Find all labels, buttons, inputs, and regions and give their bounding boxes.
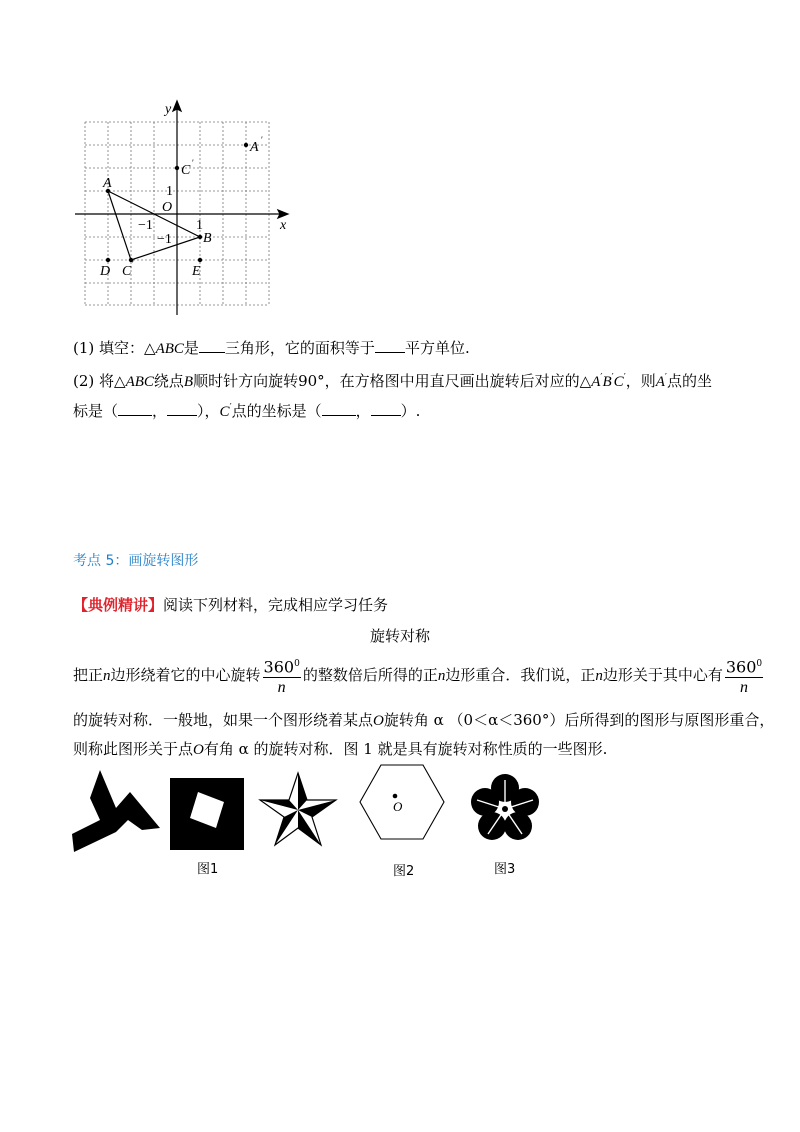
point-a-prime-label: A (250, 140, 259, 155)
flower-figure (468, 772, 542, 844)
q2-mid2: 顺时针方向旋转90°，在方格图中用直尺画出旋转后对应的△ (193, 372, 592, 390)
frac1-num: 360 (263, 657, 295, 677)
point-e-label: E (192, 264, 201, 279)
hexagon-figure (357, 763, 447, 841)
frac1-sup: 0 (294, 659, 300, 669)
triangle-abc (108, 191, 200, 260)
q2-b-prime: ′ (611, 373, 614, 383)
example-paragraph-line-1 (73, 654, 765, 698)
y-neg-one-label: −1 (157, 232, 172, 247)
example-paragraph-line-3 (73, 739, 607, 760)
p2-o: O (373, 713, 384, 729)
p3-b: 有角 α 的旋转对称．图 1 就是具有旋转对称性质的一些图形. (203, 740, 608, 758)
y-axis-label: y (165, 102, 172, 117)
q1-abc: ABC (155, 341, 184, 357)
q2-a-prime: ′ (600, 373, 603, 383)
q2-blank-a-x[interactable] (118, 401, 152, 416)
hexagon-center-label: O (393, 799, 403, 814)
q2-comma-1: ， (152, 402, 168, 420)
p3-a: 则称此图形关于点 (73, 740, 194, 758)
p1-d: 边形重合．我们说，正 (445, 666, 596, 685)
point-c-prime-mark: ′ (192, 158, 194, 168)
figure-caption-1: 图1 (197, 862, 219, 877)
square-rotated-figure (168, 776, 246, 852)
coordinate-grid-figure (60, 95, 300, 320)
q2-a2-prime: ′ (664, 373, 667, 383)
q2-abc: ABC (125, 374, 154, 390)
q2-c: C (613, 374, 624, 390)
q2-blank-c-y[interactable] (371, 401, 401, 416)
fraction-360-over-n-2 (725, 654, 763, 698)
q2-prefix: (2) 将△ (73, 372, 126, 390)
q2-line2-prefix: 标是（ (73, 402, 119, 420)
question-1 (73, 338, 470, 359)
q1-blank-area[interactable] (375, 338, 405, 353)
question-2-line-1 (73, 368, 712, 392)
frac1-den: n (277, 679, 286, 697)
point-d-label: D (100, 264, 111, 279)
pinwheel-figure (70, 768, 162, 856)
q2-comma-2: ， (355, 402, 371, 420)
q2-c2-prime: ′ (229, 403, 232, 413)
section-title: 考点 5：画旋转图形 (73, 553, 199, 569)
p2-a: 的旋转对称．一般地，如果一个图形绕着某点 (73, 711, 374, 729)
example-tag: 【典例精讲】 (73, 596, 164, 614)
q2-mid1: 绕点 (153, 372, 184, 390)
q2-line2-end: ）. (400, 402, 421, 420)
question-2-line-2 (73, 398, 420, 422)
q2-mid3: ，则 (625, 372, 656, 390)
q1-blank-type[interactable] (199, 338, 225, 353)
point-b-label: B (203, 231, 212, 246)
frac2-den: n (740, 679, 748, 697)
q2-b: B (602, 374, 612, 390)
p1-c: 的整数倍后所得的正 (302, 666, 438, 685)
q2-c2: C (219, 404, 230, 420)
q2-blank-a-y[interactable] (167, 401, 197, 416)
example-header (73, 595, 388, 615)
q2-line2-mid: ）， (197, 402, 220, 420)
p1-b: 边形绕着它的中心旋转 (110, 666, 261, 685)
q1-prefix: (1) 填空：△ (73, 339, 156, 357)
y-one-label: 1 (166, 184, 173, 199)
p2-b: 旋转角 α （0＜α＜360°）后所得到的图形与原图形重合， (383, 711, 775, 729)
p1-e: 边形关于其中心有 (602, 666, 723, 685)
p1-a: 把正 (73, 666, 104, 685)
frac2-sup: 0 (756, 659, 763, 669)
x-neg-one-label: −1 (138, 218, 153, 233)
q2-blank-c-x[interactable] (322, 401, 356, 416)
x-one-label: 1 (196, 218, 203, 233)
p1-n3: n (595, 668, 603, 685)
p1-n2: n (437, 668, 446, 685)
frac2-num: 360 (725, 657, 757, 677)
p3-o: O (193, 742, 204, 758)
point-a-prime-mark: ′ (261, 135, 263, 145)
figure-caption-3: 图3 (494, 862, 516, 877)
q2-line2-mid2: 点的坐标是（ (231, 402, 322, 420)
fraction-360-over-n-1 (263, 654, 301, 698)
point-c-label: C (122, 264, 132, 279)
q1-mid1: 是 (183, 339, 199, 357)
figure-caption-2: 图2 (393, 864, 415, 879)
x-axis-label: x (280, 218, 287, 233)
q2-a: A (591, 374, 601, 390)
example-intro: 阅读下列材料，完成相应学习任务 (163, 596, 389, 614)
hexagon-center-dot (393, 794, 398, 799)
point-c-label-prime: ′ (132, 259, 134, 269)
q2-c-prime: ′ (623, 373, 626, 383)
star-figure (258, 770, 338, 850)
point-a-label: A (103, 176, 112, 191)
example-paragraph-line-2 (73, 710, 774, 731)
q2-point-b: B (183, 374, 194, 390)
q1-mid2: 三角形，它的面积等于 (224, 339, 375, 357)
q2-a2: A (655, 374, 665, 390)
q2-mid4: 点的坐 (666, 372, 712, 390)
point-c-prime-label: C (181, 163, 191, 178)
q1-suffix: 平方单位. (404, 339, 470, 357)
p1-n1: n (103, 668, 111, 685)
origin-label: O (162, 200, 173, 215)
example-center-title: 旋转对称 (369, 627, 430, 645)
